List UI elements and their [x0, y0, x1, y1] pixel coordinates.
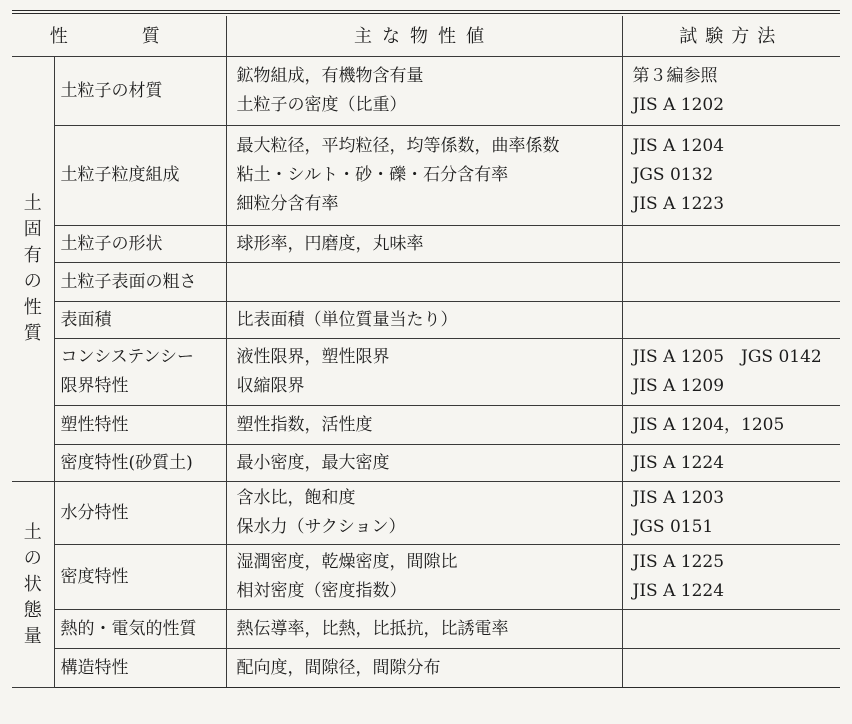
values-cell: 配向度，間隙径，間隙分布	[226, 649, 622, 688]
method-cell: JIS A 1203 JGS 0151	[622, 482, 840, 545]
table-row	[12, 545, 840, 610]
table-row	[12, 610, 840, 649]
group-label-intrinsic: 土 固 有 の 性 質	[12, 57, 54, 482]
method-cell	[622, 649, 840, 688]
header-values: 主な物性値	[226, 16, 622, 57]
table-row	[12, 126, 840, 226]
header-method: 試験方法	[622, 16, 840, 57]
values-cell: 球形率，円磨度，丸味率	[226, 226, 622, 263]
table-row	[12, 226, 840, 263]
top-rule	[12, 10, 840, 11]
values-cell: 塑性指数，活性度	[226, 406, 622, 445]
table-row	[12, 339, 840, 406]
header-property: 性 質	[12, 16, 226, 57]
method-cell: JIS A 1225 JIS A 1224	[622, 545, 840, 610]
values-cell: 湿潤密度，乾燥密度，間隙比 相対密度（密度指数）	[226, 545, 622, 610]
method-cell	[622, 302, 840, 339]
property-cell: 密度特性(砂質土)	[54, 445, 226, 482]
method-cell: JIS A 1204 JGS 0132 JIS A 1223	[622, 126, 840, 226]
values-cell: 鉱物組成，有機物含有量 土粒子の密度（比重）	[226, 57, 622, 126]
table-row	[12, 406, 840, 445]
method-cell: JIS A 1204，1205	[622, 406, 840, 445]
property-cell: 土粒子の材質	[54, 57, 226, 126]
method-cell: JIS A 1205 JGS 0142 JIS A 1209	[622, 339, 840, 406]
table-row	[12, 263, 840, 302]
property-cell: 水分特性	[54, 482, 226, 545]
property-cell: 土粒子粒度組成	[54, 126, 226, 226]
group-label-state: 土 の 状 態 量	[12, 482, 54, 688]
method-cell	[622, 226, 840, 263]
table-row	[12, 649, 840, 688]
property-cell: 土粒子表面の粗さ	[54, 263, 226, 302]
values-cell	[226, 263, 622, 302]
values-cell: 含水比，飽和度 保水力（サクション）	[226, 482, 622, 545]
soil-properties-table	[12, 16, 840, 688]
property-cell: 構造特性	[54, 649, 226, 688]
table-row	[12, 445, 840, 482]
top-rule-inner	[12, 13, 840, 14]
values-cell: 比表面積（単位質量当たり）	[226, 302, 622, 339]
property-cell: コンシステンシー 限界特性	[54, 339, 226, 406]
table-row	[12, 482, 840, 545]
values-cell: 熱伝導率，比熱，比抵抗，比誘電率	[226, 610, 622, 649]
property-cell: 表面積	[54, 302, 226, 339]
method-cell: 第３編参照 JIS A 1202	[622, 57, 840, 126]
property-cell: 塑性特性	[54, 406, 226, 445]
property-cell: 熱的・電気的性質	[54, 610, 226, 649]
values-cell: 液性限界，塑性限界 収縮限界	[226, 339, 622, 406]
property-cell: 密度特性	[54, 545, 226, 610]
values-cell: 最大粒径，平均粒径，均等係数，曲率係数 粘土・シルト・砂・礫・石分含有率 細粒分含有率	[226, 126, 622, 226]
header-row	[12, 16, 840, 57]
table-row	[12, 57, 840, 126]
method-cell	[622, 263, 840, 302]
table-row	[12, 302, 840, 339]
values-cell: 最小密度，最大密度	[226, 445, 622, 482]
property-cell: 土粒子の形状	[54, 226, 226, 263]
method-cell	[622, 610, 840, 649]
method-cell: JIS A 1224	[622, 445, 840, 482]
